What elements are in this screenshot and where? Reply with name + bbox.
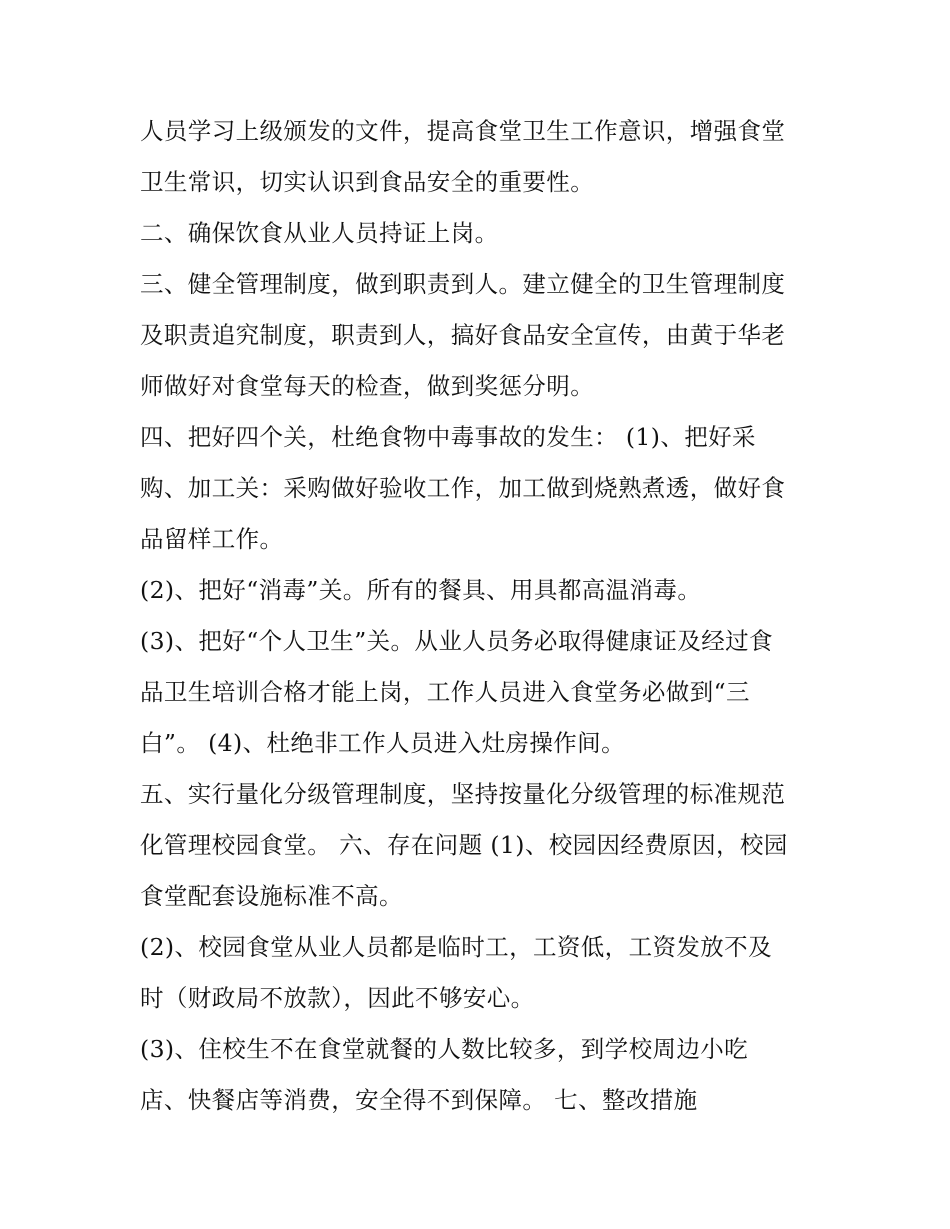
text-line: 购、加工关：采购做好验收工作，加工做到烧熟煮透，做好食	[140, 474, 786, 502]
text-line: 卫生常识，切实认识到食品安全的重要性。	[140, 168, 595, 196]
text-line: 品留样工作。	[140, 525, 284, 553]
text-line: (3)、把好“个人卫生”关。从业人员务必取得健康证及经过食	[140, 627, 773, 655]
text-line: 白”。 (4)、杜绝非工作人员进入灶房操作间。	[140, 729, 625, 757]
text-line: 二、确保饮食从业人员持证上岗。	[140, 219, 499, 247]
text-line: 化管理校园食堂。 六、存在问题 (1)、校园因经费原因，校园	[140, 831, 788, 859]
text-line: 三、健全管理制度，做到职责到人。建立健全的卫生管理制度	[140, 270, 786, 298]
text-line: 店、快餐店等消费，安全得不到保障。 七、整改措施	[140, 1086, 698, 1114]
text-line: 四、把好四个关，杜绝食物中毒事故的发生： (1)、把好采	[140, 423, 756, 451]
text-line: 师做好对食堂每天的检查，做到奖惩分明。	[140, 372, 595, 400]
text-line: (3)、住校生不在食堂就餐的人数比较多，到学校周边小吃	[140, 1035, 749, 1063]
text-line: (2)、校园食堂从业人员都是临时工，工资低，工资发放不及	[140, 933, 772, 961]
text-line: 人员学习上级颁发的文件，提高食堂卫生工作意识，增强食堂	[140, 117, 786, 145]
text-line: 食堂配套设施标准不高。	[140, 882, 403, 910]
text-line: 时（财政局不放款），因此不够安心。	[140, 984, 535, 1012]
text-line: (2)、把好“消毒”关。所有的餐具、用具都高温消毒。	[140, 576, 702, 604]
document-body	[140, 106, 830, 1126]
text-line: 五、实行量化分级管理制度，坚持按量化分级管理的标准规范	[140, 780, 786, 808]
text-line: 品卫生培训合格才能上岗，工作人员进入食堂务必做到“三	[140, 678, 750, 706]
text-line: 及职责追究制度，职责到人，搞好食品安全宣传，由黄于华老	[140, 321, 786, 349]
